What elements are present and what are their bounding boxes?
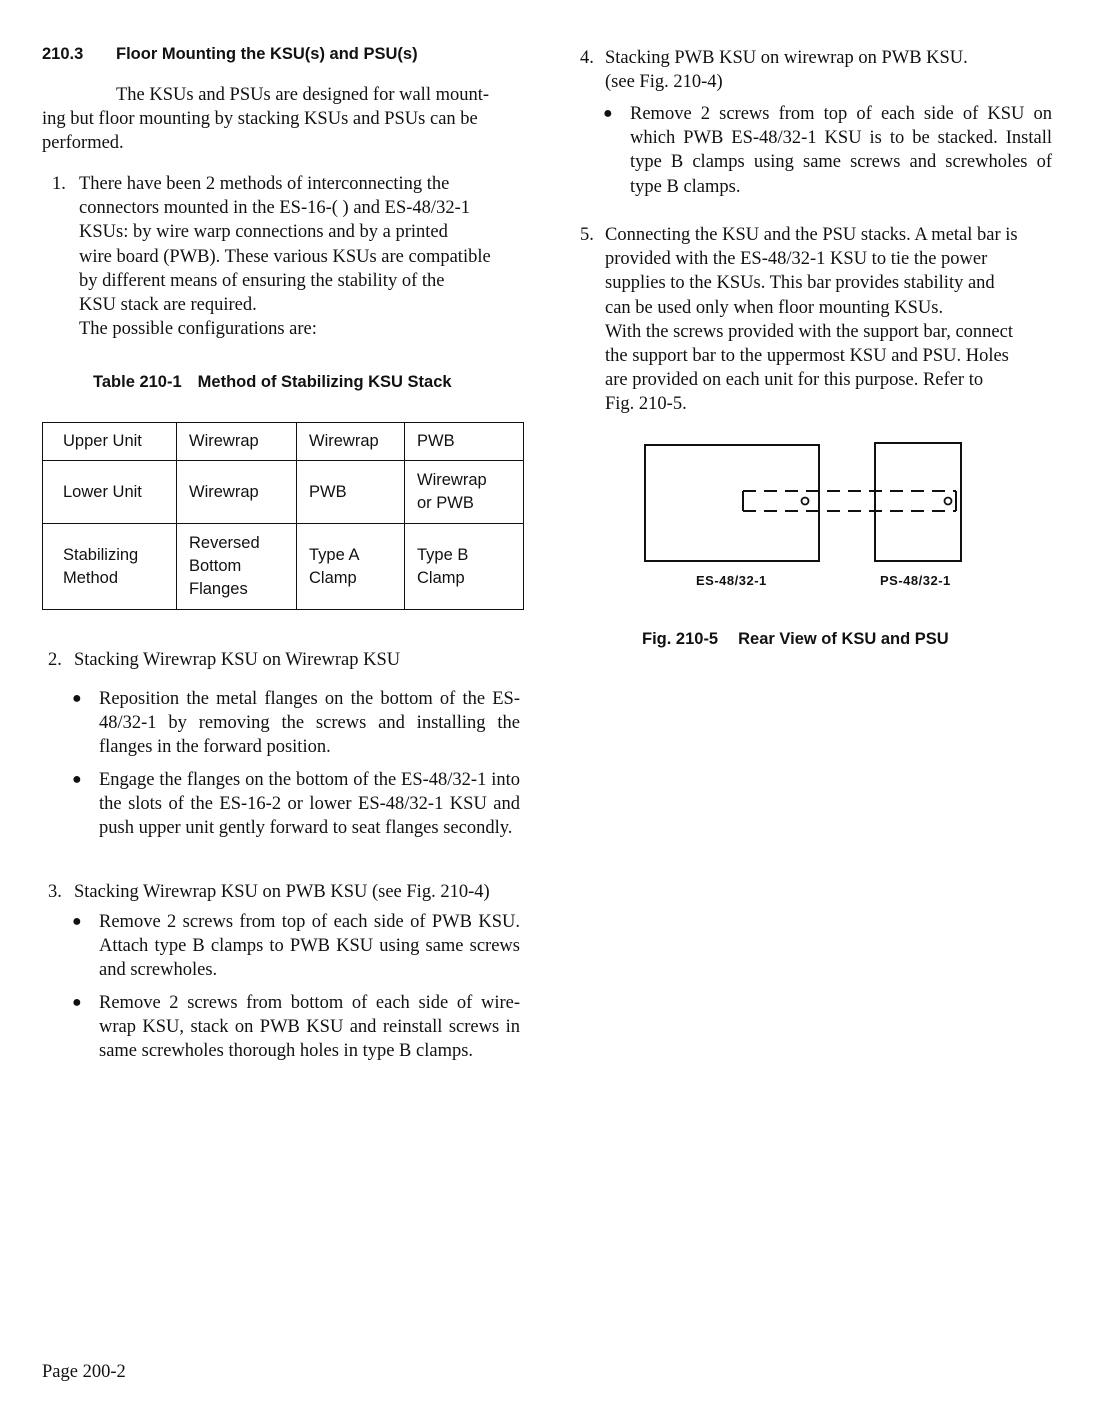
psu-figure-label: PS-48/32-1: [880, 573, 951, 588]
item-line: the support bar to the uppermost KSU and PSU. Holes: [605, 346, 1009, 367]
item-line: Connecting the KSU and the PSU stacks. A metal bar is: [605, 225, 1018, 245]
table-caption-title: Method of Stabilizing KSU Stack: [197, 373, 452, 391]
row-header: Stabilizing Method: [43, 524, 177, 610]
table-cell: Wirewrap: [177, 461, 297, 524]
section-title: Floor Mounting the KSU(s) and PSU(s): [116, 45, 418, 63]
item-ref: (see Fig. 210-4): [605, 72, 723, 93]
table-cell: Type A Clamp: [297, 524, 405, 610]
intro-line: The KSUs and PSUs are designed for wall mount-: [116, 85, 490, 105]
item-marker: 4.: [580, 48, 594, 68]
stabilizing-method-table: [42, 422, 524, 610]
figure-caption: [642, 630, 949, 649]
bullet-item: [72, 768, 520, 841]
bullet-text: Remove 2 screws from top of each side of PWB KSU. Attach type B clamps to PWB KSU using same screws and screwholes.: [99, 912, 520, 981]
intro-paragraph: [42, 83, 523, 156]
bullet-item: [72, 910, 520, 983]
item-line: can be used only when floor mounting KSUs.: [605, 297, 944, 318]
table-row: [43, 524, 524, 610]
item-line: With the screws provided with the support bar, connect: [605, 321, 1013, 342]
bullet-icon: ●: [72, 771, 82, 788]
rear-view-figure: [640, 438, 970, 568]
item-marker: 5.: [580, 225, 594, 245]
bullet-icon: ●: [72, 913, 82, 930]
item-marker: 1.: [52, 174, 66, 194]
psu-screw-hole-icon: [945, 498, 952, 505]
table-cell: Type B Clamp: [405, 524, 524, 610]
page-number: Page 200-2: [42, 1362, 126, 1382]
bullet-item: [72, 991, 520, 1064]
bullet-item: [603, 102, 1052, 199]
list-item-2: [48, 648, 524, 672]
ksu-screw-hole-icon: [802, 498, 809, 505]
bullet-text: Engage the flanges on the bottom of the ES-48/32-1 into the slots of the ES-16-2 or lower ES-48/32-1 KSU and push upper unit gently forward to seat flanges secondly.: [99, 770, 520, 839]
intro-line: performed.: [42, 133, 124, 154]
bullet-icon: ●: [72, 690, 82, 707]
list-item-4: [580, 46, 1052, 96]
ksu-outline: [645, 445, 819, 561]
item-followup: The possible configurations are:: [79, 319, 317, 340]
bullet-icon: ●: [603, 105, 613, 122]
item-line: supplies to the KSUs. This bar provides stability and: [605, 273, 995, 294]
table-row: [43, 423, 524, 461]
section-heading: [42, 45, 418, 64]
row-header: Lower Unit: [43, 461, 177, 524]
figure-caption-number: Fig. 210-5: [642, 630, 719, 648]
intro-line: ing but floor mounting by stacking KSUs and PSUs can be: [42, 109, 478, 130]
ksu-figure-label: ES-48/32-1: [696, 573, 767, 588]
item-title: Stacking Wirewrap KSU on PWB KSU (see Fig. 210-4): [74, 882, 490, 902]
bullet-text: Reposition the metal flanges on the bottom of the ES-48/32-1 by removing the screws and installing the flanges in the forward position.: [99, 689, 520, 758]
item-marker: 2.: [48, 650, 62, 670]
section-number: 210.3: [42, 45, 84, 63]
item-line: There have been 2 methods of interconnecting the: [79, 174, 450, 194]
item-line: Fig. 210-5.: [605, 394, 687, 415]
bullet-text: Remove 2 screws from bottom of each side of wire-wrap KSU, stack on PWB KSU and reinstall screws in same screwholes thorough holes in type B clamps.: [99, 993, 520, 1062]
table-cell: PWB: [405, 423, 524, 461]
figure-caption-title: Rear View of KSU and PSU: [738, 630, 949, 648]
table-caption: [93, 373, 452, 392]
bullet-icon: ●: [72, 994, 82, 1011]
table-cell: Reversed Bottom Flanges: [177, 524, 297, 610]
item-line: provided with the ES-48/32-1 KSU to tie the power: [605, 249, 988, 270]
item-line: are provided on each unit for this purpose. Refer to: [605, 370, 984, 391]
item-line: KSU stack are required.: [79, 295, 257, 316]
row-header: Upper Unit: [43, 423, 177, 461]
item-line: KSUs: by wire warp connections and by a printed: [79, 222, 448, 243]
bullet-text: Remove 2 screws from top of each side of KSU on which PWB ES-48/32-1 KSU is to be stacked. Install type B clamps using same screws and screwholes of type B clamps.: [630, 104, 1052, 197]
table-cell: Wirewrap: [297, 423, 405, 461]
table-cell: Wirewrap or PWB: [405, 461, 524, 524]
item-line: wire board (PWB). These various KSUs are compatible: [79, 246, 491, 267]
item-line: connectors mounted in the ES-16-( ) and ES-48/32-1: [79, 198, 470, 219]
support-bar: [743, 491, 956, 511]
table-cell: Wirewrap: [177, 423, 297, 461]
table-caption-number: Table 210-1: [93, 373, 182, 391]
item-title: Stacking Wirewrap KSU on Wirewrap KSU: [74, 650, 401, 670]
table-row: [43, 461, 524, 524]
list-item-3: [48, 880, 524, 904]
item-line: by different means of ensuring the stability of the: [79, 270, 445, 291]
item-marker: 3.: [48, 882, 62, 902]
psu-outline: [875, 443, 961, 561]
table-cell: PWB: [297, 461, 405, 524]
bullet-item: [72, 687, 520, 760]
item-title: Stacking PWB KSU on wirewrap on PWB KSU.: [605, 48, 968, 68]
